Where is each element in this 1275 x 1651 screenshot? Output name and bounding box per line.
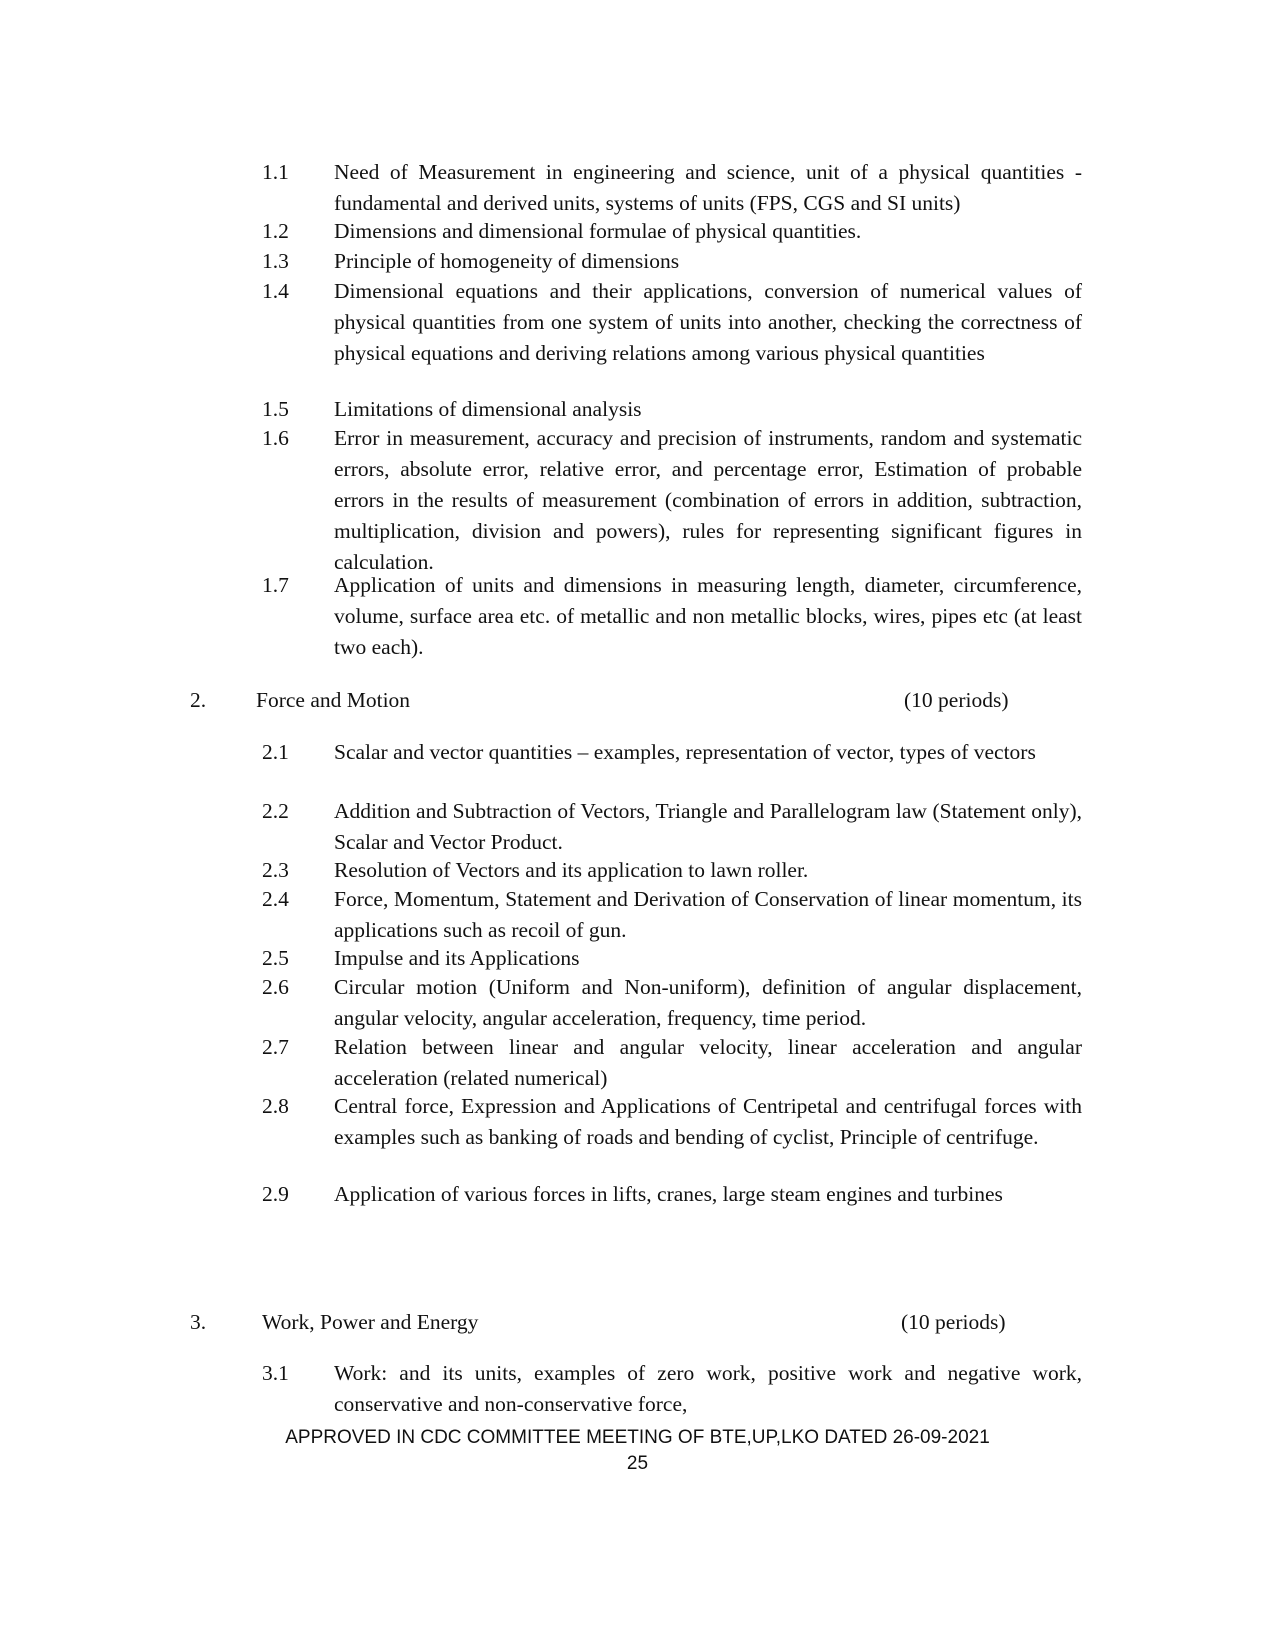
- item-number: 1.7: [262, 573, 289, 597]
- item-number: 2.5: [262, 946, 289, 970]
- item-number: 2.9: [262, 1182, 289, 1206]
- list-item: [262, 570, 1082, 663]
- item-text: Work: and its units, examples of zero work, positive work and negative work, conservative and non-conservative force,: [334, 1361, 1082, 1416]
- item-text: Principle of homogeneity of dimensions: [334, 249, 680, 273]
- item-text: Addition and Subtraction of Vectors, Triangle and Parallelogram law (Statement only), Scalar and Vector Product.: [334, 799, 1082, 854]
- list-item: [262, 972, 1082, 1034]
- section-title: Force and Motion: [256, 688, 411, 712]
- list-item: [262, 1091, 1082, 1153]
- approval-footer: APPROVED IN CDC COMMITTEE MEETING OF BTE,UP,LKO DATED 26-09-2021: [285, 1427, 990, 1448]
- item-text: Error in measurement, accuracy and precision of instruments, random and systematic errors, absolute error, relative error, and percentage error, Estimation of probable errors in the results of measurement (combination of errors in addition, subtraction, multiplication, division and powers), rules for representing significant figures in calculation.: [334, 426, 1082, 574]
- list-item: [262, 855, 1082, 886]
- section-periods: (10 periods): [904, 688, 1009, 712]
- list-item: [262, 737, 1082, 768]
- item-text: Dimensional equations and their applications, conversion of numerical values of physical quantities from one system of units into another, checking the correctness of physical equations and deriving relations among various physical quantities: [334, 279, 1082, 365]
- section-title: Work, Power and Energy: [262, 1310, 479, 1334]
- list-item: [262, 157, 1082, 219]
- list-item: [262, 246, 1082, 277]
- item-number: 3.1: [262, 1361, 289, 1385]
- item-number: 2.1: [262, 740, 289, 764]
- list-item: [262, 943, 1082, 974]
- list-item: [262, 394, 1082, 425]
- item-text: Need of Measurement in engineering and science, unit of a physical quantities - fundamental and derived units, systems of units (FPS, CGS and SI units): [334, 160, 1082, 215]
- item-text: Application of various forces in lifts, cranes, large steam engines and turbines: [334, 1182, 1003, 1206]
- item-number: 1.2: [262, 219, 289, 243]
- item-number: 2.2: [262, 799, 289, 823]
- item-text: Central force, Expression and Applications of Centripetal and centrifugal forces with examples such as banking of roads and bending of cyclist, Principle of centrifuge.: [334, 1094, 1082, 1149]
- list-item: [262, 884, 1082, 946]
- list-item: [262, 423, 1082, 578]
- list-item: [262, 1179, 1082, 1210]
- item-text: Scalar and vector quantities – examples, representation of vector, types of vectors: [334, 740, 1036, 764]
- list-item: [262, 276, 1082, 369]
- list-item: [262, 796, 1082, 858]
- section-number: 3.: [190, 1310, 207, 1334]
- item-number: 1.1: [262, 160, 289, 184]
- item-number: 2.4: [262, 887, 289, 911]
- item-number: 2.6: [262, 975, 289, 999]
- item-text: Relation between linear and angular velocity, linear acceleration and angular acceleration (related numerical): [334, 1035, 1082, 1090]
- item-number: 1.4: [262, 279, 289, 303]
- list-item: [262, 1358, 1082, 1420]
- item-text: Application of units and dimensions in measuring length, diameter, circumference, volume, surface area etc. of metallic and non metallic blocks, wires, pipes etc (at least two each).: [334, 573, 1082, 659]
- section-number: 2.: [190, 688, 207, 712]
- item-number: 2.8: [262, 1094, 289, 1118]
- page-number: 25: [626, 1453, 649, 1474]
- section-periods: (10 periods): [901, 1310, 1006, 1334]
- item-number: 1.5: [262, 397, 289, 421]
- item-number: 1.6: [262, 426, 289, 450]
- item-text: Dimensions and dimensional formulae of physical quantities.: [334, 219, 862, 243]
- list-item: [262, 1032, 1082, 1094]
- item-number: 2.3: [262, 858, 289, 882]
- list-item: [262, 216, 1082, 247]
- item-text: Limitations of dimensional analysis: [334, 397, 642, 421]
- item-text: Impulse and its Applications: [334, 946, 580, 970]
- item-text: Resolution of Vectors and its application to lawn roller.: [334, 858, 809, 882]
- item-text: Circular motion (Uniform and Non-uniform), definition of angular displacement, angular velocity, angular acceleration, frequency, time period.: [334, 975, 1082, 1030]
- item-text: Force, Momentum, Statement and Derivation of Conservation of linear momentum, its applications such as recoil of gun.: [334, 887, 1082, 942]
- item-number: 2.7: [262, 1035, 289, 1059]
- item-number: 1.3: [262, 249, 289, 273]
